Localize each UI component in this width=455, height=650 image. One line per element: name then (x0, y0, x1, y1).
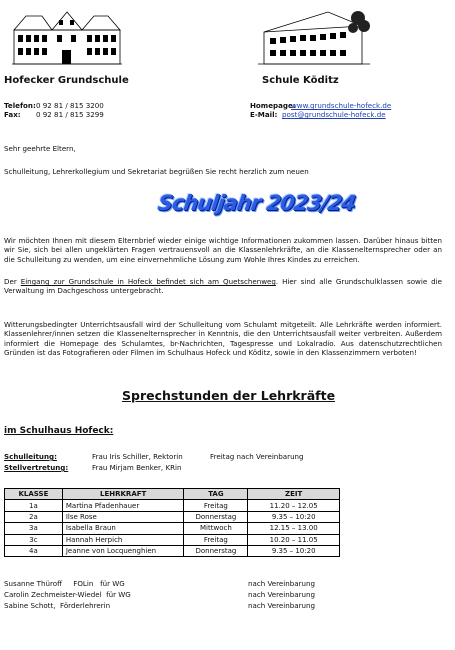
cell-class: 1a (5, 500, 63, 511)
cell-time: 9.35 – 10:20 (248, 545, 340, 556)
cell-day: Donnerstag (184, 545, 248, 556)
other-teacher-name: Susanne Thüroff FOLin für WG (4, 579, 125, 588)
cell-class: 3a (5, 523, 63, 534)
email-label: E-Mail: (250, 110, 278, 119)
cell-class: 4a (5, 545, 63, 556)
other-teacher-name: Carolin Zechmeister-Wiedel für WG (4, 590, 131, 599)
other-teacher-time: nach Vereinbarung (248, 601, 316, 610)
other-teacher-time: nach Vereinbarung (248, 579, 316, 588)
cell-class: 2a (5, 511, 63, 522)
deputy-row (4, 463, 444, 472)
table-row (5, 511, 340, 522)
email-link[interactable]: post@grundschule-hofeck.de (282, 110, 386, 119)
fax-value: 0 92 81 / 815 3299 (36, 110, 104, 119)
telefon-value: 0 92 81 / 815 3200 (36, 101, 104, 110)
school-name-hofeck: Hofecker Grundschule (4, 75, 129, 86)
fax-label: Fax: (4, 110, 21, 119)
cell-teacher: Hannah Herpich (62, 534, 184, 545)
school-year-banner: Schuljahr 2023/24 (156, 191, 357, 215)
salutation: Sehr geehrte Eltern, (4, 144, 76, 153)
telefon-label: Telefon: (4, 101, 36, 110)
office-hours-location: im Schulhaus Hofeck: (4, 426, 114, 436)
entrance-pre: Der (4, 277, 21, 286)
other-teacher-name: Sabine Schott, Förderlehrerin (4, 601, 111, 610)
cell-teacher: Ilse Rose (62, 511, 184, 522)
cell-day: Freitag (184, 500, 248, 511)
head-time: Freitag nach Vereinbarung (210, 452, 304, 461)
entrance-post: . Hier sind alle Grundschulklassen sowie die Verwaltung im Dachgeschoss untergebracht. (4, 277, 442, 296)
head-name: Frau Iris Schiller, Rektorin (92, 452, 183, 461)
cell-time: 11.20 – 12.05 (248, 500, 340, 511)
column-header: KLASSE (5, 489, 63, 500)
head-label: Schulleitung: (4, 452, 57, 461)
column-header: ZEIT (248, 489, 340, 500)
head-row (4, 452, 444, 461)
list-item (4, 600, 444, 611)
column-header: TAG (184, 489, 248, 500)
cell-day: Donnerstag (184, 511, 248, 522)
other-teachers-list (4, 578, 444, 611)
office-hours-table (4, 488, 340, 557)
school-name-koeditz: Schule Köditz (262, 75, 339, 86)
list-item (4, 578, 444, 589)
cell-time: 9.35 – 10:20 (248, 511, 340, 522)
table-row (5, 523, 340, 534)
other-teacher-time: nach Vereinbarung (248, 590, 316, 599)
contact-right (250, 101, 450, 119)
list-item (4, 589, 444, 600)
cell-teacher: Martina Pfadenhauer (62, 500, 184, 511)
office-hours-title: Sprechstunden der Lehrkräfte (122, 388, 336, 403)
table-header-row (5, 489, 340, 500)
school-building-koeditz-illustration (258, 6, 370, 68)
entrance-underlined: Eingang zur Grundschule in Hofeck befindet sich am Quetschenweg (20, 277, 276, 286)
cell-time: 10.20 – 11.05 (248, 534, 340, 545)
cell-class: 3c (5, 534, 63, 545)
cell-day: Mittwoch (184, 523, 248, 534)
deputy-label: Stellvertretung: (4, 463, 69, 472)
paragraph-entrance (4, 277, 442, 296)
paragraph-info: Wir möchten Ihnen mit diesem Elternbrief wieder einige wichtige Informationen zukommen lassen. Darüber hinaus bitten wir Sie, sich bei allen ungeklärten Fragen vertrauensvoll an die Klassenlehrkräfte, an die Klassenelternsprecher oder an die Schulleitung zu wenden, um eine einvernehmliche Lösung zum Wohle Ihres Kindes zu erreichen. (4, 236, 442, 264)
homepage-link[interactable]: www.grundschule-hofeck.de (291, 101, 392, 110)
homepage-label: Homepage: (250, 101, 296, 110)
cell-day: Freitag (184, 534, 248, 545)
cell-teacher: Jeanne von Locquenghien (62, 545, 184, 556)
table-row (5, 545, 340, 556)
contact-left (4, 101, 204, 119)
table-row (5, 534, 340, 545)
greeting: Schulleitung, Lehrerkollegium und Sekretariat begrüßen Sie recht herzlich zum neuen (4, 167, 309, 176)
school-building-hofeck-illustration (12, 8, 122, 66)
cell-time: 12.15 – 13.00 (248, 523, 340, 534)
table-row (5, 500, 340, 511)
paragraph-weather: Witterungsbedingter Unterrichtsausfall wird der Schulleitung vom Schulamt mitgeteilt. Alle Lehrkräfte werden informiert. Klassenlehrer/innen setzen die Klassenelternsprecher in Kenntnis, die den Unterrichtsausfall weiter verbreiten. Außerdem informiert die Homepage des Schulamtes, br-Nachrichten, Tagespresse und Lokalradio. Aus datenschutzrechtlichen Gründen ist das Fotografieren oder Filmen im Schulhaus Hofeck und Köditz, sowie in den Klassenzimmern verboten! (4, 320, 442, 357)
cell-teacher: Isabella Braun (62, 523, 184, 534)
column-header: LEHRKRAFT (62, 489, 184, 500)
deputy-name: Frau Mirjam Benker, KRin (92, 463, 182, 472)
